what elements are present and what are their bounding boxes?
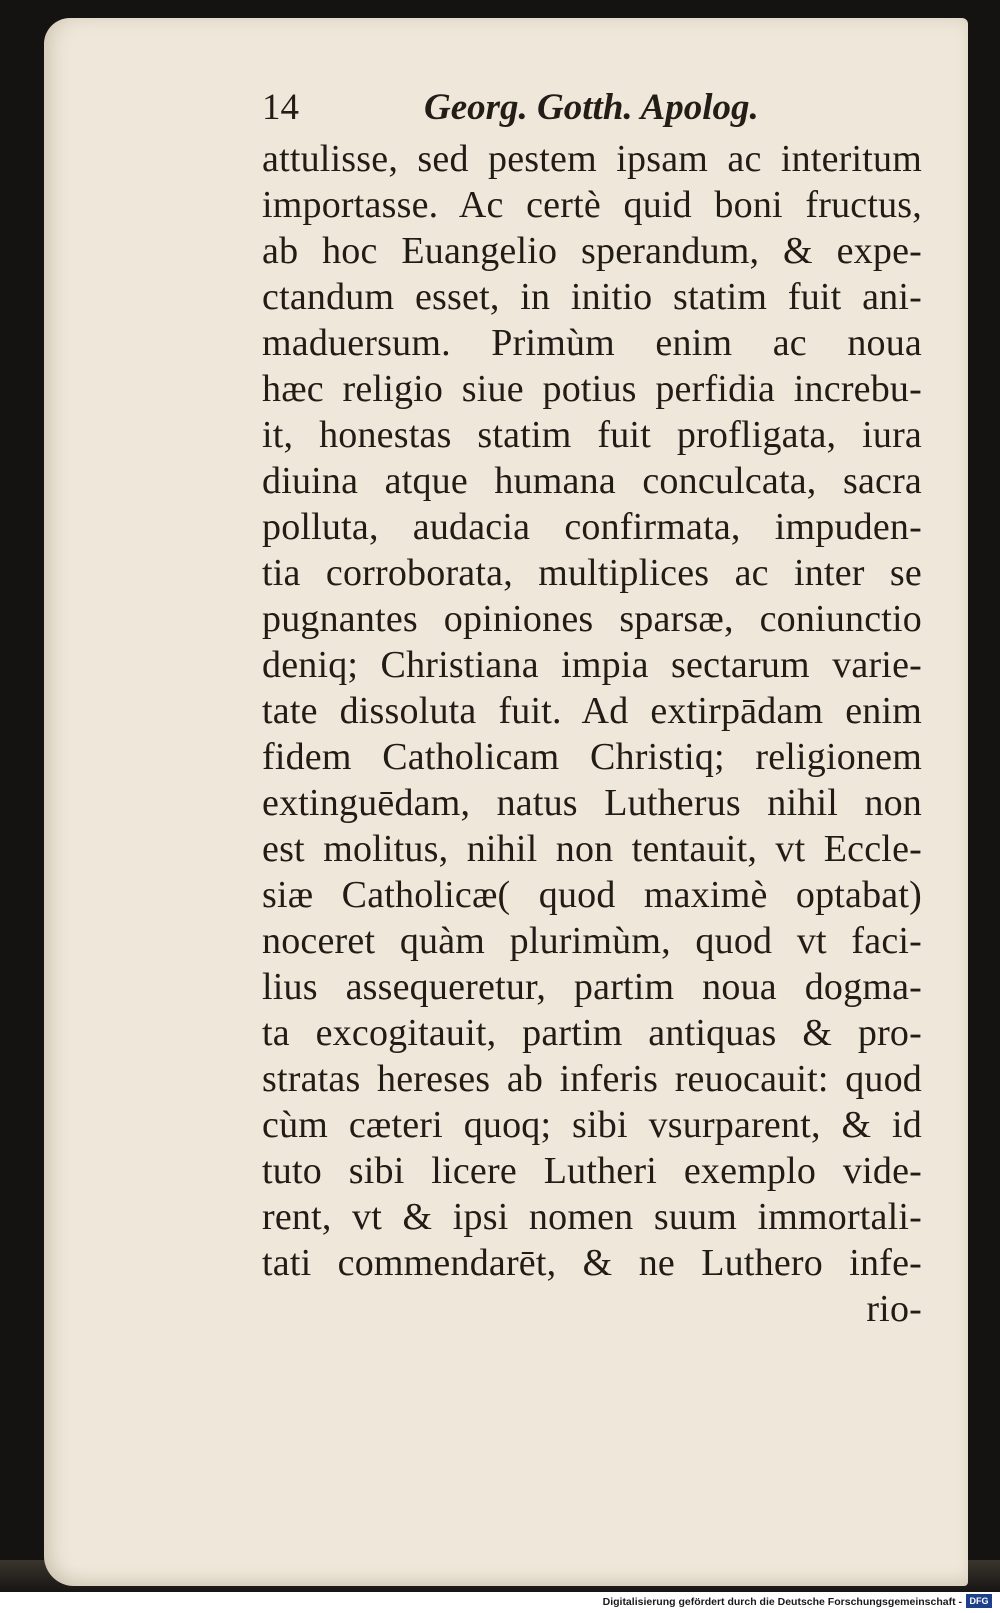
text-line: attulisse, sed pestem ipsam ac interitum [262, 138, 922, 180]
text-line: deniq; Christiana impia sectarum varie- [262, 644, 922, 686]
text-line: tuto sibi licere Lutheri exemplo vide- [262, 1150, 922, 1192]
text-line: it, honestas statim fuit profligata, iura [262, 414, 922, 456]
catchword: rio- [866, 1288, 922, 1330]
body-text [262, 136, 922, 1332]
text-line: tia corroborata, multiplices ac inter se [262, 552, 922, 594]
running-head: Georg. Gotth. Apolog. [424, 87, 759, 128]
text-line: hæc religio siue potius perfidia increbu- [262, 368, 922, 410]
text-line: extinguēdam, natus Lutherus nihil non [262, 782, 922, 824]
text-line: maduersum. Primùm enim ac noua [262, 322, 922, 364]
text-line: polluta, audacia confirmata, impuden- [262, 506, 922, 548]
text-line: pugnantes opiniones sparsæ, coniunctio [262, 598, 922, 640]
text-line: ta excogitauit, partim antiquas & pro- [262, 1012, 922, 1054]
text-line: rent, vt & ipsi nomen suum immortali- [262, 1196, 922, 1238]
text-line: noceret quàm plurimùm, quod vt faci- [262, 920, 922, 962]
text-line: lius assequeretur, partim noua dogma- [262, 966, 922, 1008]
dfg-logo: DFG [966, 1594, 992, 1608]
text-line: stratas hereses ab inferis reuocauit: quod [262, 1058, 922, 1100]
text-line: tati commendarēt, & ne Luthero infe- [262, 1242, 922, 1284]
text-line: siæ Catholicæ( quod maximè optabat) [262, 874, 922, 916]
text-line: diuina atque humana conculcata, sacra [262, 460, 922, 502]
text-line: est molitus, nihil non tentauit, vt Eccle- [262, 828, 922, 870]
text-line: tate dissoluta fuit. Ad extirpādam enim [262, 690, 922, 732]
funding-credit: Digitalisierung gefördert durch die Deutsche Forschungsgemeinschaft - [602, 1596, 962, 1608]
text-line: importasse. Ac certè quid boni fructus, [262, 184, 922, 226]
text-line: cùm cæteri quoq; sibi vsurparent, & id [262, 1104, 922, 1146]
page-number: 14 [262, 87, 299, 128]
page-header [262, 86, 822, 136]
text-line: ab hoc Euangelio sperandum, & expe- [262, 230, 922, 272]
digitization-footer [0, 1592, 1000, 1613]
text-line: fidem Catholicam Christiq; religionem [262, 736, 922, 778]
text-line: ctandum esset, in initio statim fuit ani- [262, 276, 922, 318]
